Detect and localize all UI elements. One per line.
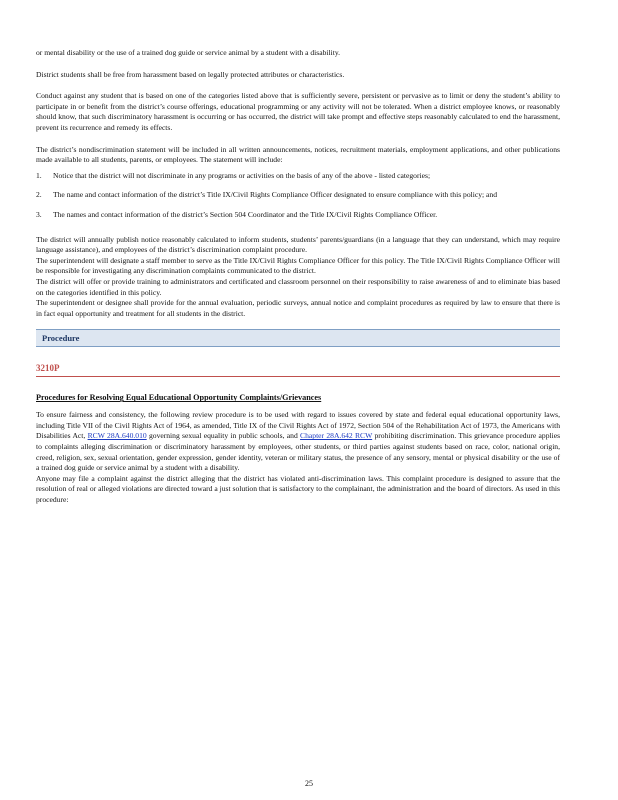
paragraph-disability: or mental disability or the use of a trained dog guide or service animal by a student with a disability.	[36, 48, 341, 57]
list-item	[36, 171, 560, 182]
chapter-rcw-link[interactable]: Chapter 28A.642 RCW	[300, 431, 373, 441]
list-item	[36, 190, 560, 201]
procedure-heading: Procedures for Resolving Equal Educational Opportunity Complaints/Grievances	[36, 393, 322, 403]
paragraph-designate-officer: The superintendent will designate a staff member to serve as the Title IX/Civil Rights Compliance Officer for this policy. The Title IX/Civil Rights Compliance Officer will be responsible for investigating any discrimination complaints communicated to the district.	[36, 255, 560, 276]
procedure-code: 3210P	[36, 363, 60, 374]
procedure-section-bar: Procedure	[36, 329, 560, 347]
list-number: 2.	[36, 190, 42, 200]
list-text: The name and contact information of the district’s Title IX/Civil Rights Compliance Officer designated to ensure compliance with this policy; and	[53, 190, 497, 200]
document-page	[36, 48, 560, 506]
paragraph-conduct: Conduct against any student that is based on one of the categories listed above that is sufficiently severe, persistent or pervasive as to limit or deny the student’s ability to participate in or benefit from the district’s course offerings, educational programming or any activity will not be tolerated. When a district employee knows, or reasonably should know, that such discriminatory harassment is occurring or has occurred, the district will take prompt and effective steps reasonably calculated to end the harassment, prevent its recurrence and remedy its effects.	[36, 91, 560, 132]
paragraph-harassment-free: District students shall be free from harassment based on legally protected attributes or characteristics.	[36, 69, 345, 79]
paragraph-training: The district will offer or provide training to administrators and certificated and classroom personnel on their responsibility to raise awareness of and to eliminate bias based on the categories identified in this policy.	[36, 276, 560, 297]
paragraph-annual-notice: The district will annually publish notice reasonably calculated to inform students, students’ parents/guardians (in a language that they can understand, which may require language assistance), and employees of the district’s discrimination complaint procedure.	[36, 234, 560, 255]
list-text: Notice that the district will not discriminate in any programs or activities on the basis of any of the above - listed categories;	[53, 170, 431, 180]
paragraph-file-complaint: Anyone may file a complaint against the district alleging that the district has violated anti-discrimination laws. This complaint procedure is designed to assure that the resolution of real or alleged violations are directed toward a just solution that is satisfactory to the complainant, the administration and the board of directors. As used in this procedure:	[36, 473, 560, 505]
statement-list	[36, 171, 560, 221]
page-number: 25	[305, 779, 313, 788]
list-number: 1.	[36, 170, 42, 180]
section-divider	[36, 376, 560, 377]
list-number: 3.	[36, 209, 42, 219]
paragraph-evaluation: The superintendent or designee shall provide for the annual evaluation, periodic surveys, annual notice and complaint procedures as required by law to ensure that there is in fact equal opportunity and treatment for all students in the district.	[36, 298, 560, 318]
rcw-link[interactable]: RCW 28A.640.010	[87, 431, 147, 441]
list-text: The names and contact information of the district’s Section 504 Coordinator and the Title IX/Civil Rights Compliance Officer.	[53, 209, 438, 219]
paragraph-statement: The district’s nondiscrimination statement will be included in all written announcements, notices, recruitment materials, employment applications, and other publications made available to all students, parents, or employees. The statement will include:	[36, 144, 560, 165]
list-item	[36, 210, 560, 221]
paragraph-review-procedure: To ensure fairness and consistency, the following review procedure is to be used with regard to issues covered by state and federal equal educational opportunity laws, including Title VII of the Civil Rights Act of 1964, as amended, Title IX of the Civil Rights Act of 1972, Section 504 of the Rehabilitation Act of 1973, the Americans with Disabilities Act, RCW 28A.640.010 governing sexual equality in public schools, and Chapter 28A.642 RCW prohibiting discrimination. This grievance procedure applies to complaints alleging discrimination or discriminatory harassment by employees, other students, or third parties against students based on race, color, national origin, creed, religion, sex, sexual orientation, gender expression, gender identity, veteran or military status, the presence of any sensory, mental or physical disability or the use of a trained dog guide or service animal by a student with a disability.	[36, 410, 561, 473]
